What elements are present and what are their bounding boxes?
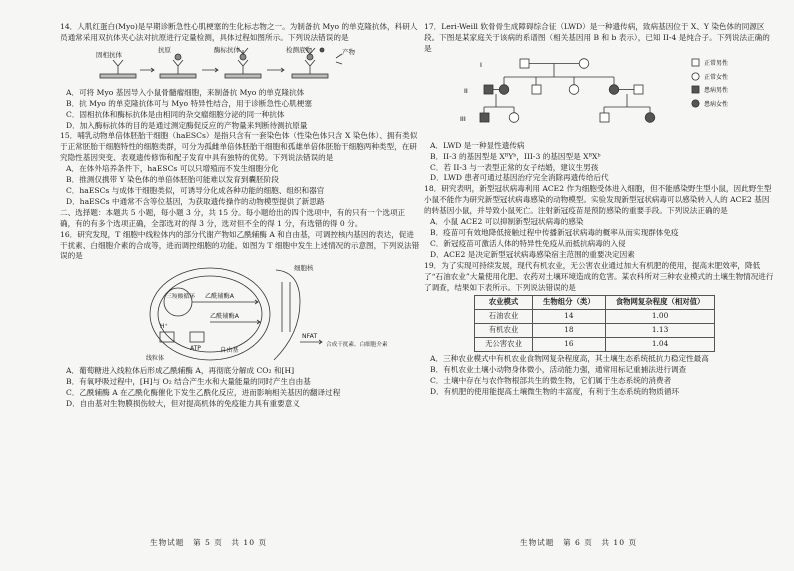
gen-label-ii: II [464, 86, 468, 95]
table-row [475, 310, 715, 324]
label-nucleus: 细胞核 [294, 264, 314, 273]
q19-option-b: B．有机农业土壤小动物身体微小，活动能力强，通常用标记重捕法进行调查 [430, 364, 687, 374]
gen-label-i: I [480, 60, 482, 69]
table-cell: 18 [532, 324, 605, 338]
legend-normal-female: 正常女性 [704, 73, 729, 81]
table-header: 农业模式 [475, 296, 533, 310]
q18-option-b: B．疫苗可有效地降低接触过程中传播新冠状病毒的概率从而实现群体免疫 [430, 227, 679, 237]
table-header: 生物组分（类） [532, 296, 605, 310]
q18-option-d: D．ACE2 是决定新型冠状病毒感染宿主范围的重要决定因素 [430, 249, 635, 259]
right-column [424, 22, 774, 398]
table-row [475, 324, 715, 338]
label-atp: ATP [190, 345, 201, 353]
t-cell-diagram [60, 262, 420, 366]
q19-option-c: C．土壤中存在与农作物根部共生的微生物，它们属于生态系统的消费者 [430, 375, 672, 385]
label-substrate: 检测底物 [286, 45, 312, 54]
q15-option-c: C．haESCs 与成体干细胞类似，可诱导分化成各种功能的细胞、组织和器官 [66, 185, 325, 195]
label-nfat: NFAT [302, 333, 318, 341]
label-acetyl-coa-1: 乙酰辅酶A [205, 293, 234, 301]
gen-label-iii: III [460, 114, 466, 123]
table-cell: 石油农业 [475, 310, 533, 324]
q17-pedigree [424, 55, 774, 141]
q14-option-c: C．固相抗体和酶标抗体是由相同的杂交瘤细胞分泌的同一种抗体 [66, 109, 285, 119]
table-header-row [475, 296, 715, 310]
q14-option-b: B．抗 Myo 的单克隆抗体可与 Myo 特异性结合，用于诊断急性心肌梗塞 [66, 98, 312, 108]
label-free-radical: 自由基 [220, 347, 239, 355]
section-2-instructions: 二、选择题：本题共 5 小题，每小题 3 分，共 15 分。每小题给出的四个选项中，有的只有一个选项正确，有的有多个选项正确，全部选对的得 3 分，选对但不全的得 1 分，有选错的得 0 分。 [60, 207, 406, 228]
q17-option-b: B．II-3 的基因型是 XᴮYᵇ，III-3 的基因型是 XᴮXᵇ [430, 151, 601, 161]
q15-option-a: A．在体外培养条件下，haESCs 可以只增殖而不发生细胞分化 [66, 164, 279, 174]
label-acetyl-coa-2: 乙酰辅酶A [210, 313, 239, 321]
table-cell: 16 [532, 338, 605, 352]
q14-figure [60, 44, 420, 88]
label-solid-antibody: 固相抗体 [96, 50, 122, 59]
q15-stem: 15．哺乳动物单倍体胚胎干细胞（haESCs）是指只含有一套染色体（性染色体只含 X 染色体）、拥有类似于正常胚胎干细胞特性的细胞类群，可分为孤雌单倍体胚胎干细胞和孤雄单倍体胚胎干细胞两种类型，在研究隐性基因突变、表观遗传修饰和配子发育中具有独特的优势。下列说法错误的是 [60, 131, 418, 163]
q16-option-c: C．乙酰辅酶 A 在乙酰化酶催化下发生乙酰化反应，进而影响相关基因的翻译过程 [66, 388, 341, 398]
q16-option-b: B．有氧呼吸过程中，[H]与 O₂ 结合产生水和大量能量的同时产生自由基 [66, 377, 311, 387]
label-tca-cycle: 三羧酸循环 [166, 294, 195, 301]
table-cell: 1.13 [605, 324, 715, 338]
label-product: 产物 [342, 47, 355, 56]
legend-normal-male: 正常男性 [704, 59, 729, 67]
q14-option-a: A．可将 Myo 基因导入小鼠骨髓瘤细胞，来制备抗 Myo 的单克隆抗体 [66, 87, 305, 97]
pedigree-chart [424, 55, 774, 141]
page-5-footer: 生物试题 第 5 页 共 10 页 [150, 538, 268, 547]
q17-option-a: A．LWD 是一种显性遗传病 [430, 140, 525, 150]
label-antigen: 抗原 [158, 45, 171, 54]
q17-option-d: D．LWD 患者可通过基因治疗完全消除再遗传给后代 [430, 173, 609, 183]
legend-affected-female: 患病女性 [704, 100, 729, 108]
q19-option-a: A．三种农业模式中有机农业食物网复杂程度高，其土壤生态系统抵抗力稳定性最高 [430, 354, 709, 364]
page-6-footer: 生物试题 第 6 页 共 10 页 [520, 538, 638, 547]
q14-option-d: D．加入酶标抗体的目的是通过测定酶促反应的产物量来判断待测抗原量 [66, 120, 308, 130]
label-interferon-synthesis: 合成干扰素、白细胞介素 [326, 342, 388, 349]
table-cell: 1.04 [605, 338, 715, 352]
label-mitochondrion: 线粒体 [146, 355, 165, 363]
q17-option-c: C．若 II-3 与一表型正常的女子结婚，建议生男孩 [430, 162, 599, 172]
table-header: 食物网复杂程度（相对值） [605, 296, 715, 310]
elisa-diagram [60, 44, 420, 88]
q18-option-c: C．新冠疫苗可激活人体的特异性免疫从而抵抗病毒的入侵 [430, 238, 626, 248]
farming-table [474, 295, 715, 352]
q17-stem: 17．Leri-Weill 软骨骨生成障碍综合征（LWD）是一种遗传病，致病基因位于 X、Y 染色体的同源区段。下图是某家庭关于该病的系谱图（相关基因用 B 和 b 表示），已知 II-4 是纯合子。下列说法正确的是 [424, 22, 770, 53]
q16-figure [60, 262, 420, 366]
q16-option-d: D．自由基对生物膜损伤较大，但对提高机体的免疫能力具有重要意义 [66, 399, 300, 409]
q16-stem: 16．研究发现，T 细胞中线粒体内的部分代谢产物如乙酰辅酶 A 和自由基，可调控核内基因的表达，促进干扰素、白细胞介素的合成等，进而调控细胞的功能。如图为 T 细胞中发生上述情况的示意图，下列说法错误的是 [60, 229, 420, 261]
q18-option-a: A．小鼠 ACE2 可以抑制新型冠状病毒的感染 [430, 217, 584, 227]
q19-stem: 19．为了实现可持续发展，现代有机农业，无公害农业通过加大有机肥的使用，提高末肥效率，降低了“石油农业”大量使用化肥、农药对土壤环境造成的危害。某农科所对三种农业模式的土壤生物情况进行了调查，结果如下表所示。下列说法错误的是 [424, 260, 774, 292]
legend-affected-male: 患病男性 [704, 86, 729, 94]
table-cell: 无公害农业 [475, 338, 533, 352]
table-cell: 有机农业 [475, 324, 533, 338]
q15-option-d: D．haESCs 中通常不含等位基因，为获取遗传操作的动物模型提供了新思路 [66, 196, 325, 206]
q19-option-d: D．有机肥的使用能提高土壤微生物的丰富度，有利于生态系统的物质循环 [430, 386, 680, 396]
q15-option-b: B．推测仅携带 Y 染色体的单倍体胚胎可能难以发育到囊胚阶段 [66, 175, 279, 185]
label-h-plus: H⁺ [160, 323, 168, 331]
left-column [60, 22, 420, 410]
q16-option-a: A．葡萄糖进入线粒体后形成乙酰辅酶 A，再彻底分解成 CO₂ 和[H] [66, 366, 295, 376]
q14-stem: 14．人肌红蛋白(Myo)是早期诊断急性心肌梗塞的生化标志物之一。为制备抗 Myo 的单克隆抗体，科研人员通常采用双抗体夹心法对抗原进行定量检测，具体过程如图所示。下列说法错误的是 [60, 22, 418, 42]
table-cell: 1.00 [605, 310, 715, 324]
q18-stem: 18．研究表明，新型冠状病毒利用 ACE2 作为细胞受体进入细胞，但不能感染野生型小鼠，因此野生型小鼠不能作为研究新型冠状病毒感染的动物模型。实验发现新型冠状病毒可以感染转入人的 ACE2 基因的转基因小鼠，并导致小鼠死亡。注射新冠疫苗是预防感染的重要手段。下列说法正确的是 [424, 184, 772, 216]
label-enzyme-antibody: 酶标抗体 [214, 45, 240, 54]
table-row [475, 338, 715, 352]
table-cell: 14 [532, 310, 605, 324]
